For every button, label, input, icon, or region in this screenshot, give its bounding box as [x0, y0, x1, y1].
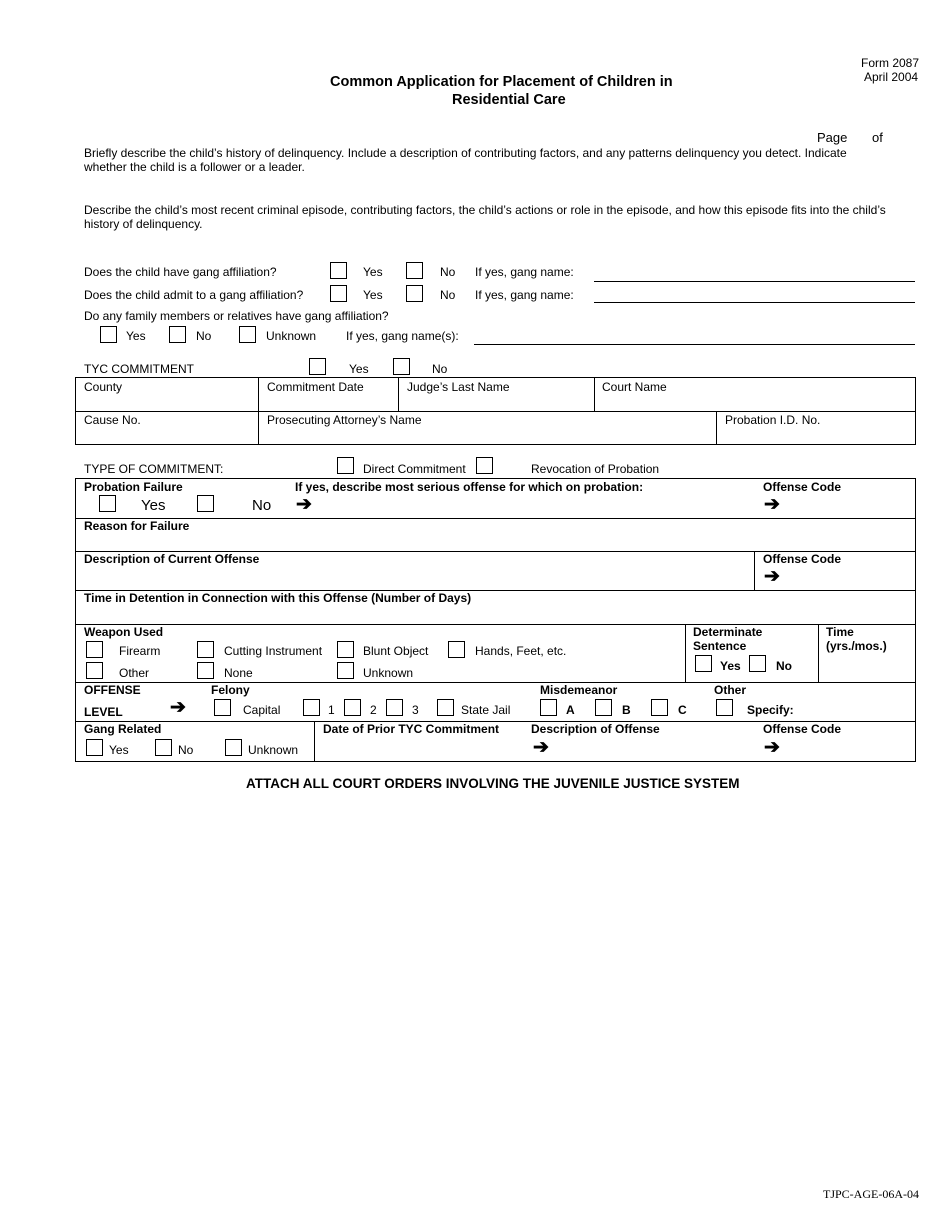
gang-q2-yes-checkbox[interactable] [330, 285, 347, 302]
weapon-none-label: None [224, 666, 253, 680]
offense-table [75, 478, 916, 762]
offense-label: OFFENSE [84, 683, 141, 697]
gang-q3-yes-checkbox[interactable] [100, 326, 117, 343]
gang-q1-yes-checkbox[interactable] [330, 262, 347, 279]
state-jail-label: State Jail [461, 703, 511, 717]
time-label-2: (yrs./mos.) [826, 639, 887, 653]
gang-q2-yes-label: Yes [363, 288, 383, 302]
gang-q3-yes-label: Yes [126, 329, 146, 343]
misdemeanor-c-label: C [678, 703, 687, 717]
arrow-right-icon: ➔ [764, 566, 780, 587]
attach-note: ATTACH ALL COURT ORDERS INVOLVING THE JUVENILE JUSTICE SYSTEM [246, 776, 740, 791]
felony-3-checkbox[interactable] [386, 699, 403, 716]
of-label: of [872, 130, 883, 145]
tyc-no-label: No [432, 362, 448, 376]
gang-q2-name-field[interactable] [594, 302, 915, 303]
judge-name-field[interactable]: Judge’s Last Name [407, 380, 510, 394]
tyc-yes-label: Yes [349, 362, 369, 376]
offense-code-label-2: Offense Code [763, 552, 842, 566]
weapon-other-checkbox[interactable] [86, 662, 103, 679]
felony-label: Felony [211, 683, 250, 697]
hands-feet-checkbox[interactable] [448, 641, 465, 658]
weapon-other-label: Other [119, 666, 150, 680]
prosecutor-field[interactable]: Prosecuting Attorney’s Name [267, 413, 422, 427]
tyc-yes-checkbox[interactable] [309, 358, 326, 375]
episode-prompt-1: Describe the child’s most recent criminal episode, contributing factors, the child’s actions or role in the episode, and how this episode fits into the child’s [84, 203, 886, 217]
felony-2-label: 2 [370, 703, 377, 717]
level-label: LEVEL [84, 705, 123, 719]
tyc-no-checkbox[interactable] [393, 358, 410, 375]
gang-q1-name-field[interactable] [594, 281, 915, 282]
gang-q3-if-yes: If yes, gang name(s): [346, 329, 459, 343]
gang-q2-if-yes: If yes, gang name: [475, 288, 574, 302]
gang-related-label: Gang Related [84, 722, 162, 736]
gang-related-no-checkbox[interactable] [155, 739, 172, 756]
gang-q1-if-yes: If yes, gang name: [475, 265, 574, 279]
blunt-object-checkbox[interactable] [337, 641, 354, 658]
episode-prompt-2: history of delinquency. [84, 217, 203, 231]
weapon-unknown-label: Unknown [363, 666, 414, 680]
gang-q1-no-checkbox[interactable] [406, 262, 423, 279]
felony-1-label: 1 [328, 703, 335, 717]
probation-failure-yes-checkbox[interactable] [99, 495, 116, 512]
probation-failure-no-label: No [252, 497, 272, 514]
arrow-right-icon: ➔ [764, 737, 780, 758]
prior-tyc-label: Date of Prior TYC Commitment [323, 722, 500, 736]
firearm-label: Firearm [119, 644, 161, 658]
county-field[interactable]: County [84, 380, 123, 394]
probation-offense-prompt: If yes, describe most serious offense for which on probation: [295, 480, 644, 494]
misdemeanor-label: Misdemeanor [540, 683, 618, 697]
misdemeanor-b-label: B [622, 703, 631, 717]
gang-related-yes-checkbox[interactable] [86, 739, 103, 756]
gang-related-unknown-label: Unknown [248, 743, 299, 757]
page-title: Common Application for Placement of Children in [330, 74, 673, 90]
gang-related-unknown-checkbox[interactable] [225, 739, 242, 756]
reason-for-failure-label: Reason for Failure [84, 519, 190, 533]
misdemeanor-c-checkbox[interactable] [651, 699, 668, 716]
gang-related-no-label: No [178, 743, 194, 757]
weapon-none-checkbox[interactable] [197, 662, 214, 679]
other-level-label: Other [714, 683, 747, 697]
tyc-commitment-label: TYC COMMITMENT [84, 362, 194, 376]
page-subtitle: Residential Care [452, 92, 566, 108]
gang-related-yes-label: Yes [109, 743, 129, 757]
arrow-right-icon: ➔ [296, 494, 312, 515]
revocation-checkbox[interactable] [476, 457, 493, 474]
probation-id-field[interactable]: Probation I.D. No. [725, 413, 821, 427]
arrow-right-icon: ➔ [533, 737, 549, 758]
commitment-date-field[interactable]: Commitment Date [267, 380, 364, 394]
direct-commitment-checkbox[interactable] [337, 457, 354, 474]
probation-failure-label: Probation Failure [84, 480, 183, 494]
gang-q2-no-checkbox[interactable] [406, 285, 423, 302]
revocation-label: Revocation of Probation [531, 462, 660, 476]
probation-failure-no-checkbox[interactable] [197, 495, 214, 512]
determinate-label-1: Determinate [693, 625, 763, 639]
misdemeanor-a-checkbox[interactable] [540, 699, 557, 716]
gang-q3-name-field[interactable] [474, 344, 915, 345]
gang-question-3: Do any family members or relatives have gang affiliation? [84, 309, 389, 323]
weapon-used-label: Weapon Used [84, 625, 164, 639]
felony-2-checkbox[interactable] [344, 699, 361, 716]
gang-q3-no-checkbox[interactable] [169, 326, 186, 343]
specify-label: Specify: [747, 703, 794, 717]
cutting-instrument-label: Cutting Instrument [224, 644, 323, 658]
determinate-yes-checkbox[interactable] [695, 655, 712, 672]
weapon-unknown-checkbox[interactable] [337, 662, 354, 679]
form-code: TJPC-AGE-06A-04 [823, 1187, 919, 1201]
history-prompt-2: whether the child is a follower or a leader. [84, 160, 305, 174]
arrow-right-icon: ➔ [764, 494, 780, 515]
gang-question-1: Does the child have gang affiliation? [84, 265, 277, 279]
determinate-label-2: Sentence [693, 639, 747, 653]
gang-q3-unknown-label: Unknown [266, 329, 317, 343]
gang-q1-no-label: No [440, 265, 456, 279]
determinate-yes-label: Yes [720, 659, 741, 673]
hands-feet-label: Hands, Feet, etc. [475, 644, 567, 658]
gang-q1-yes-label: Yes [363, 265, 383, 279]
commitment-type-label: TYPE OF COMMITMENT: [84, 462, 224, 476]
form-number: Form 2087 [861, 56, 920, 70]
gang-question-2: Does the child admit to a gang affiliation? [84, 288, 304, 302]
state-jail-checkbox[interactable] [437, 699, 454, 716]
capital-checkbox[interactable] [214, 699, 231, 716]
form-date: April 2004 [864, 70, 919, 84]
firearm-checkbox[interactable] [86, 641, 103, 658]
blunt-object-label: Blunt Object [363, 644, 429, 658]
misdemeanor-a-label: A [566, 703, 575, 717]
direct-commitment-label: Direct Commitment [363, 462, 466, 476]
other-level-checkbox[interactable] [716, 699, 733, 716]
capital-label: Capital [243, 703, 281, 717]
page-label: Page [817, 130, 848, 145]
felony-3-label: 3 [412, 703, 419, 717]
determinate-no-label: No [776, 659, 792, 673]
probation-failure-yes-label: Yes [141, 497, 166, 514]
cutting-instrument-checkbox[interactable] [197, 641, 214, 658]
offense-code-label-1: Offense Code [763, 480, 842, 494]
gang-q3-no-label: No [196, 329, 212, 343]
offense-code-label-3: Offense Code [763, 722, 842, 736]
detention-time-label: Time in Detention in Connection with this Offense (Number of Days) [84, 591, 472, 605]
court-name-field[interactable]: Court Name [602, 380, 667, 394]
determinate-no-checkbox[interactable] [749, 655, 766, 672]
misdemeanor-b-checkbox[interactable] [595, 699, 612, 716]
current-offense-label: Description of Current Offense [84, 552, 260, 566]
description-of-offense-label: Description of Offense [531, 722, 660, 736]
arrow-right-icon: ➔ [170, 697, 186, 718]
cause-no-field[interactable]: Cause No. [84, 413, 141, 427]
time-label-1: Time [826, 625, 854, 639]
felony-1-checkbox[interactable] [303, 699, 320, 716]
gang-q2-no-label: No [440, 288, 456, 302]
history-prompt-1: Briefly describe the child’s history of delinquency. Include a description of contributing factors, and any patterns delinquency you detect. Indicate [84, 146, 847, 160]
gang-q3-unknown-checkbox[interactable] [239, 326, 256, 343]
